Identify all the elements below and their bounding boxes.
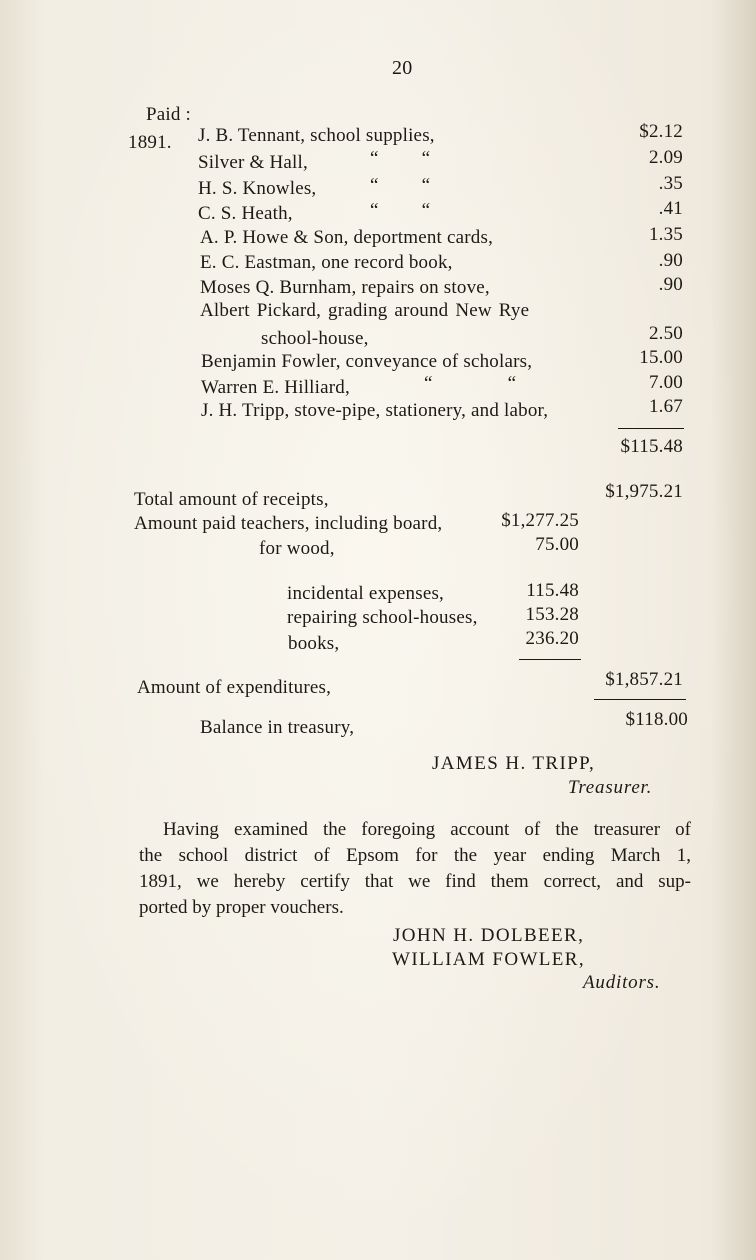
payment-amount: $2.12 (639, 121, 683, 142)
expense-label: repairing school-houses, (287, 607, 478, 628)
payment-amount: .35 (658, 173, 683, 194)
expense-label: books, (288, 633, 340, 654)
payment-line: J. H. Tripp, stove-pipe, stationery, and labor, (201, 400, 549, 421)
auditors-title: Auditors. (583, 972, 661, 993)
payment-amount: 1.67 (648, 396, 683, 417)
ditto-marks: “ “ (424, 373, 517, 394)
certification-line: Having examined the foregoing account of the treasurer of (163, 819, 691, 840)
payment-line: Moses Q. Burnham, repairs on stove, (200, 277, 490, 298)
treasurer-title: Treasurer. (568, 777, 653, 798)
payment-line: school-house, (261, 328, 369, 349)
payment-amount: .90 (658, 250, 683, 271)
ditto-marks: “ “ (370, 175, 431, 196)
expense-amount: 75.00 (535, 534, 579, 555)
payment-amount: 1.35 (648, 224, 683, 245)
balance-label: Balance in treasury, (200, 717, 355, 738)
payments-total: $115.48 (620, 436, 683, 457)
expenditures-amount: $1,857.21 (605, 669, 683, 690)
expense-label: incidental expenses, (287, 583, 445, 604)
payments-rule (618, 428, 684, 429)
payment-amount: 2.50 (648, 323, 683, 344)
certification-line: ported by proper vouchers. (139, 897, 344, 918)
paid-heading: Paid : (146, 104, 192, 125)
payment-line: E. C. Eastman, one record book, (200, 252, 453, 273)
expense-label: Amount paid teachers, including board, (134, 513, 443, 534)
certification-paragraph (139, 817, 691, 921)
expenses-rule (519, 659, 581, 660)
auditor-name: JOHN H. DOLBEER, (393, 925, 585, 946)
certification-line: 1891, we hereby certify that we find them correct, and sup- (139, 871, 691, 892)
payment-line: Silver & Hall, (198, 152, 308, 173)
payment-line: Albert Pickard, grading around New Rye (200, 300, 530, 321)
payment-line: J. B. Tennant, school supplies, (198, 125, 435, 146)
payment-amount: 15.00 (639, 347, 683, 368)
balance-rule (594, 699, 686, 700)
expense-label: for wood, (259, 538, 335, 559)
page-number: 20 (392, 57, 413, 79)
payment-line: Warren E. Hilliard, (201, 377, 350, 398)
payment-line: A. P. Howe & Son, deportment cards, (200, 227, 494, 248)
payment-line: H. S. Knowles, (198, 178, 317, 199)
payment-amount: 2.09 (648, 147, 683, 168)
expenditures-label: Amount of expenditures, (137, 677, 332, 698)
expense-amount: $1,277.25 (501, 510, 579, 531)
auditor-name: WILLIAM FOWLER, (392, 949, 586, 970)
certification-line: the school district of Epsom for the year ending March 1, (139, 845, 691, 866)
ditto-marks: “ “ (370, 148, 431, 169)
expense-amount: 153.28 (525, 604, 579, 625)
expense-amount: 115.48 (526, 580, 579, 601)
payment-amount: .90 (658, 274, 683, 295)
receipts-amount: $1,975.21 (605, 481, 683, 502)
balance-amount: $118.00 (625, 709, 688, 730)
receipts-label: Total amount of receipts, (134, 489, 329, 510)
treasurer-name: JAMES H. TRIPP, (432, 753, 596, 774)
payment-amount: 7.00 (648, 372, 683, 393)
payment-line: C. S. Heath, (198, 203, 293, 224)
ditto-marks: “ “ (370, 200, 431, 221)
year-label: 1891. (128, 132, 172, 153)
payment-amount: .41 (658, 198, 683, 219)
payment-line: Benjamin Fowler, conveyance of scholars, (201, 351, 533, 372)
expense-amount: 236.20 (525, 628, 579, 649)
